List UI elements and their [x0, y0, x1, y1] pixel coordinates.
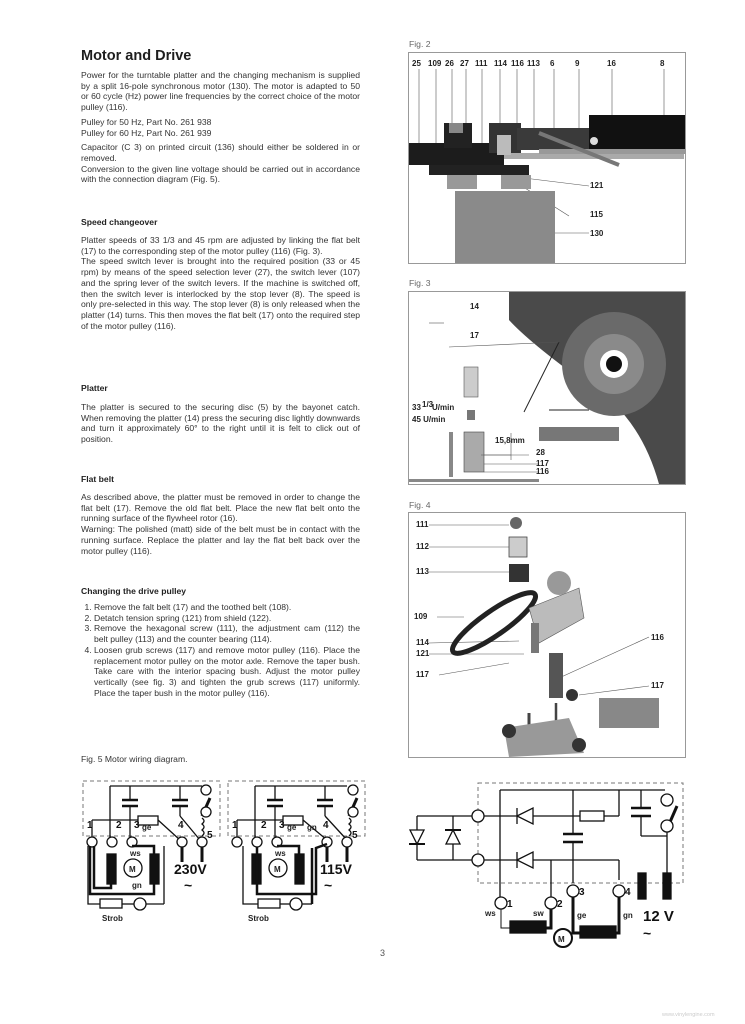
- watermark: www.vinylengine.com: [662, 1012, 715, 1018]
- fig3-callout: 117: [536, 459, 549, 468]
- fig2-callout: 16: [607, 59, 616, 68]
- platter-paragraph: The platter is secured to the securing disc (5) by the bayonet catch. When removing the platter (14) press the securing disc lightly downwards and turn it approximately 60° to the right until it is felt to click out of position.: [81, 402, 360, 445]
- wire-ws: ws: [485, 909, 496, 918]
- motor-symbol: M: [274, 865, 281, 874]
- wire-sw: sw: [533, 909, 544, 918]
- flatbelt-section: [81, 492, 360, 556]
- pulley-50hz: Pulley for 50 Hz, Part No. 261 938: [81, 116, 212, 127]
- platter-section: [81, 402, 360, 445]
- fig4-callouts: [408, 512, 684, 756]
- fig2-callout: 121: [590, 181, 604, 190]
- fig4-label: Fig. 4: [409, 500, 431, 510]
- fig2-callout: 115: [590, 210, 603, 219]
- flatbelt-paragraph-2: Warning: The polished (matt) side of the belt must be in contact with the running surface. Replace the platter and lay the flat belt back over the motor pulley (116).: [81, 524, 360, 556]
- fig3-callout: 28: [536, 448, 545, 457]
- wire-ge: ge: [287, 823, 297, 832]
- fig2-callout: 27: [460, 59, 469, 68]
- fig3-label: Fig. 3: [409, 278, 431, 288]
- speed-33-fraction: 1/3: [422, 400, 434, 409]
- speed-45-label: 45 U/min: [412, 415, 446, 424]
- pulley-step: 1. Remove the falt belt (17) and the toothed belt (108).: [94, 602, 360, 613]
- intro-paragraph: Power for the turntable platter and the changing mechanism is supplied by a split 16-pole synchronous motor (130). The motor is adapted to 50 or 60 cycle (Hz) power line frequencies by the correct choice of the motor pulley (116).: [81, 70, 360, 113]
- fig2-label: Fig. 2: [409, 39, 431, 49]
- fig2-callout: 6: [550, 59, 555, 68]
- fig3-callout: 116: [536, 467, 549, 476]
- platter-heading: Platter: [81, 383, 108, 393]
- strob-label: Strob: [248, 914, 269, 923]
- wire-gn: gn: [132, 881, 142, 890]
- conversion-note: Conversion to the given line voltage should be carried out in accordance with the connection diagram (Fig. 5).: [81, 163, 360, 185]
- fig4-callout: 116: [651, 633, 664, 642]
- fig2-callout: 8: [660, 59, 665, 68]
- strob-label: Strob: [102, 914, 123, 923]
- wire-gn: gn: [307, 823, 317, 832]
- terminal-3: 3: [579, 887, 585, 898]
- speed-heading: Speed changeover: [81, 217, 158, 227]
- motor-symbol: M: [129, 865, 136, 874]
- pulley-heading: Changing the drive pulley: [81, 586, 187, 596]
- wire-ws: ws: [275, 849, 286, 858]
- terminal-2: 2: [557, 899, 563, 910]
- fig2-callout: 111: [475, 59, 488, 68]
- capacitor-note: Capacitor (C 3) on printed circuit (136) should either be soldered in or removed.: [81, 142, 360, 163]
- ac-symbol: ~: [643, 925, 652, 941]
- voltage-115v: 115V: [320, 861, 352, 877]
- terminal-2: 2: [116, 820, 122, 831]
- speed-section: [81, 235, 360, 331]
- pulley-step: 2. Detatch tension spring (121) from shield (122).: [94, 613, 360, 624]
- fig2-callout: 116: [511, 59, 524, 68]
- terminal-4: 4: [178, 820, 184, 831]
- terminal-4: 4: [323, 820, 329, 831]
- wire-gn: gn: [623, 911, 633, 920]
- fig4-callout: 111: [416, 520, 429, 529]
- ac-symbol: ~: [324, 877, 333, 893]
- ac-symbol: ~: [184, 877, 193, 893]
- terminal-1: 1: [87, 820, 93, 831]
- fig3-callout: 17: [470, 331, 479, 340]
- speed-paragraph-2: The speed switch lever is brought into the required position (33 or 45 rpm) by means of the speed selection lever (27), the switch lever (107) and the spring lever of the switch levers. If the machine is switched off, then the switch lever is interlocked by the stop lever (8). The speed is only pre-selected in this way. The stop lever (8) is only released when the platter (14) turns. This then moves the flat belt (17) onto the required step of the motor pulley (116).: [81, 256, 360, 331]
- terminal-3: 3: [134, 820, 140, 831]
- voltage-230v: 230V: [174, 861, 207, 877]
- fig5-wiring-diagram-12v: [405, 778, 695, 953]
- flatbelt-paragraph-1: As described above, the platter must be removed in order to change the flat belt (17). Remove the old flat belt. Place the new flat belt onto the running surface of the flywheel rotor (16).: [81, 492, 360, 524]
- fig4-callout: 114: [416, 638, 429, 647]
- terminal-5: 5: [207, 830, 213, 841]
- fig2-callout: 114: [494, 59, 507, 68]
- terminal-4: 4: [625, 887, 631, 898]
- voltage-12v: 12 V: [643, 908, 674, 925]
- flatbelt-heading: Flat belt: [81, 474, 114, 484]
- pulley-step: 3. Remove the hexagonal screw (111), the adjustment cam (112) the belt pulley (113) and the counter bearing (114).: [94, 623, 360, 644]
- fig2-callouts: [408, 52, 684, 262]
- fig2-callout: 130: [590, 229, 604, 238]
- page-number: 3: [380, 948, 386, 958]
- page-title: Motor and Drive: [81, 48, 192, 64]
- pulley-step: 4. Loosen grub screws (117) and remove motor pulley (116). Place the replacement motor pulley on the motor axle. Remove the taper bush. Take care with the interior spacing bush. Adjust the motor pulley vertically (see fig. 3) and tighten the grub screws (117) uniformly. Place the taper bush in the motor pulley (116).: [94, 645, 360, 699]
- speed-paragraph-1: Platter speeds of 33 1/3 and 45 rpm are adjusted by linking the flat belt (17) to the corresponding step of the motor pulley (116) (Fig. 3).: [81, 235, 360, 256]
- fig4-callout: 121: [416, 649, 430, 658]
- fig2-callout: 25: [412, 59, 421, 68]
- fig4-callout: 117: [651, 681, 664, 690]
- fig4-callout: 113: [416, 567, 429, 576]
- pulley-steps: [81, 602, 360, 698]
- terminal-1: 1: [232, 820, 238, 831]
- speed-33-unit: U/min: [432, 403, 455, 412]
- intro-section: [81, 70, 360, 185]
- wire-ge: ge: [142, 823, 152, 832]
- fig5-caption: Fig. 5 Motor wiring diagram.: [81, 754, 188, 764]
- fig4-callout: 117: [416, 670, 429, 679]
- fig4-callout: 112: [416, 542, 429, 551]
- terminal-3: 3: [279, 820, 285, 831]
- fig5-wiring-diagrams-230v-115v: [80, 776, 370, 926]
- motor-symbol: M: [558, 935, 565, 944]
- fig2-callout: 113: [527, 59, 540, 68]
- dimension-label: 15,8mm: [495, 436, 525, 445]
- fig3-callouts: [408, 291, 684, 483]
- speed-33-label: 33: [412, 403, 421, 412]
- fig2-callout: 9: [575, 59, 580, 68]
- fig2-callout: 109: [428, 59, 442, 68]
- terminal-5: 5: [352, 830, 358, 841]
- terminal-1: 1: [507, 899, 513, 910]
- fig3-callout: 14: [470, 302, 479, 311]
- wire-ws: ws: [130, 849, 141, 858]
- fig2-callout: 26: [445, 59, 454, 68]
- pulley-60hz: Pulley for 60 Hz, Part No. 261 939: [81, 127, 212, 138]
- terminal-2: 2: [261, 820, 267, 831]
- wire-ge: ge: [577, 911, 587, 920]
- fig4-callout: 109: [414, 612, 428, 621]
